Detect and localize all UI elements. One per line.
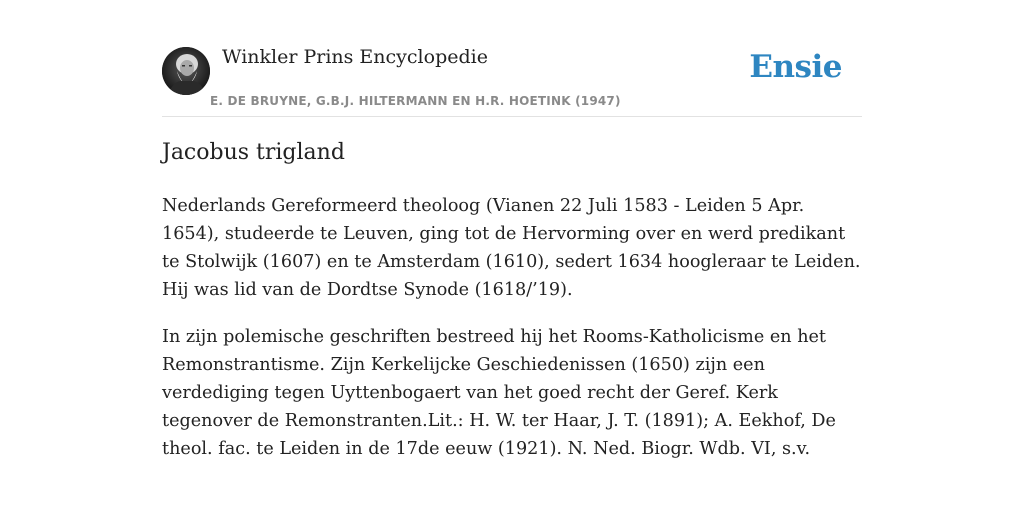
- site-header: [162, 44, 862, 117]
- brand-logo[interactable]: Ensie: [749, 49, 842, 85]
- bearded-man-portrait-icon: [162, 47, 210, 95]
- avatar: [162, 47, 210, 95]
- article-title: Jacobus trigland: [162, 140, 345, 165]
- article-paragraph: In zijn polemische geschriften bestreed hij het Rooms-Katholicisme en het Remonstrantisme. Zijn Kerkelijcke Geschiedenissen (1650) zijn een verdediging tegen Uyttenbogaert van het goed recht der Geref. Kerk tegenover de Remonstranten.Lit.: H. W. ter Haar, J. T. (1891); A. Eekhof, De theol. fac. te Leiden in de 17de eeuw (1921). N. Ned. Biogr. Wdb. VI, s.v.: [162, 327, 836, 459]
- article-paragraph: Nederlands Gereformeerd theoloog (Vianen 22 Juli 1583 - Leiden 5 Apr. 1654), studeerde te Leuven, ging tot de Hervorming over en werd predikant te Stolwijk (1607) en te Amsterdam (1610), sedert 1634 hoogleraar te Leiden. Hij was lid van de Dordtse Synode (1618/’19).: [162, 196, 861, 300]
- authors-line: E. DE BRUYNE, G.B.J. HILTERMANN EN H.R. HOETINK (1947): [210, 94, 621, 108]
- publication-title[interactable]: Winkler Prins Encyclopedie: [222, 46, 488, 68]
